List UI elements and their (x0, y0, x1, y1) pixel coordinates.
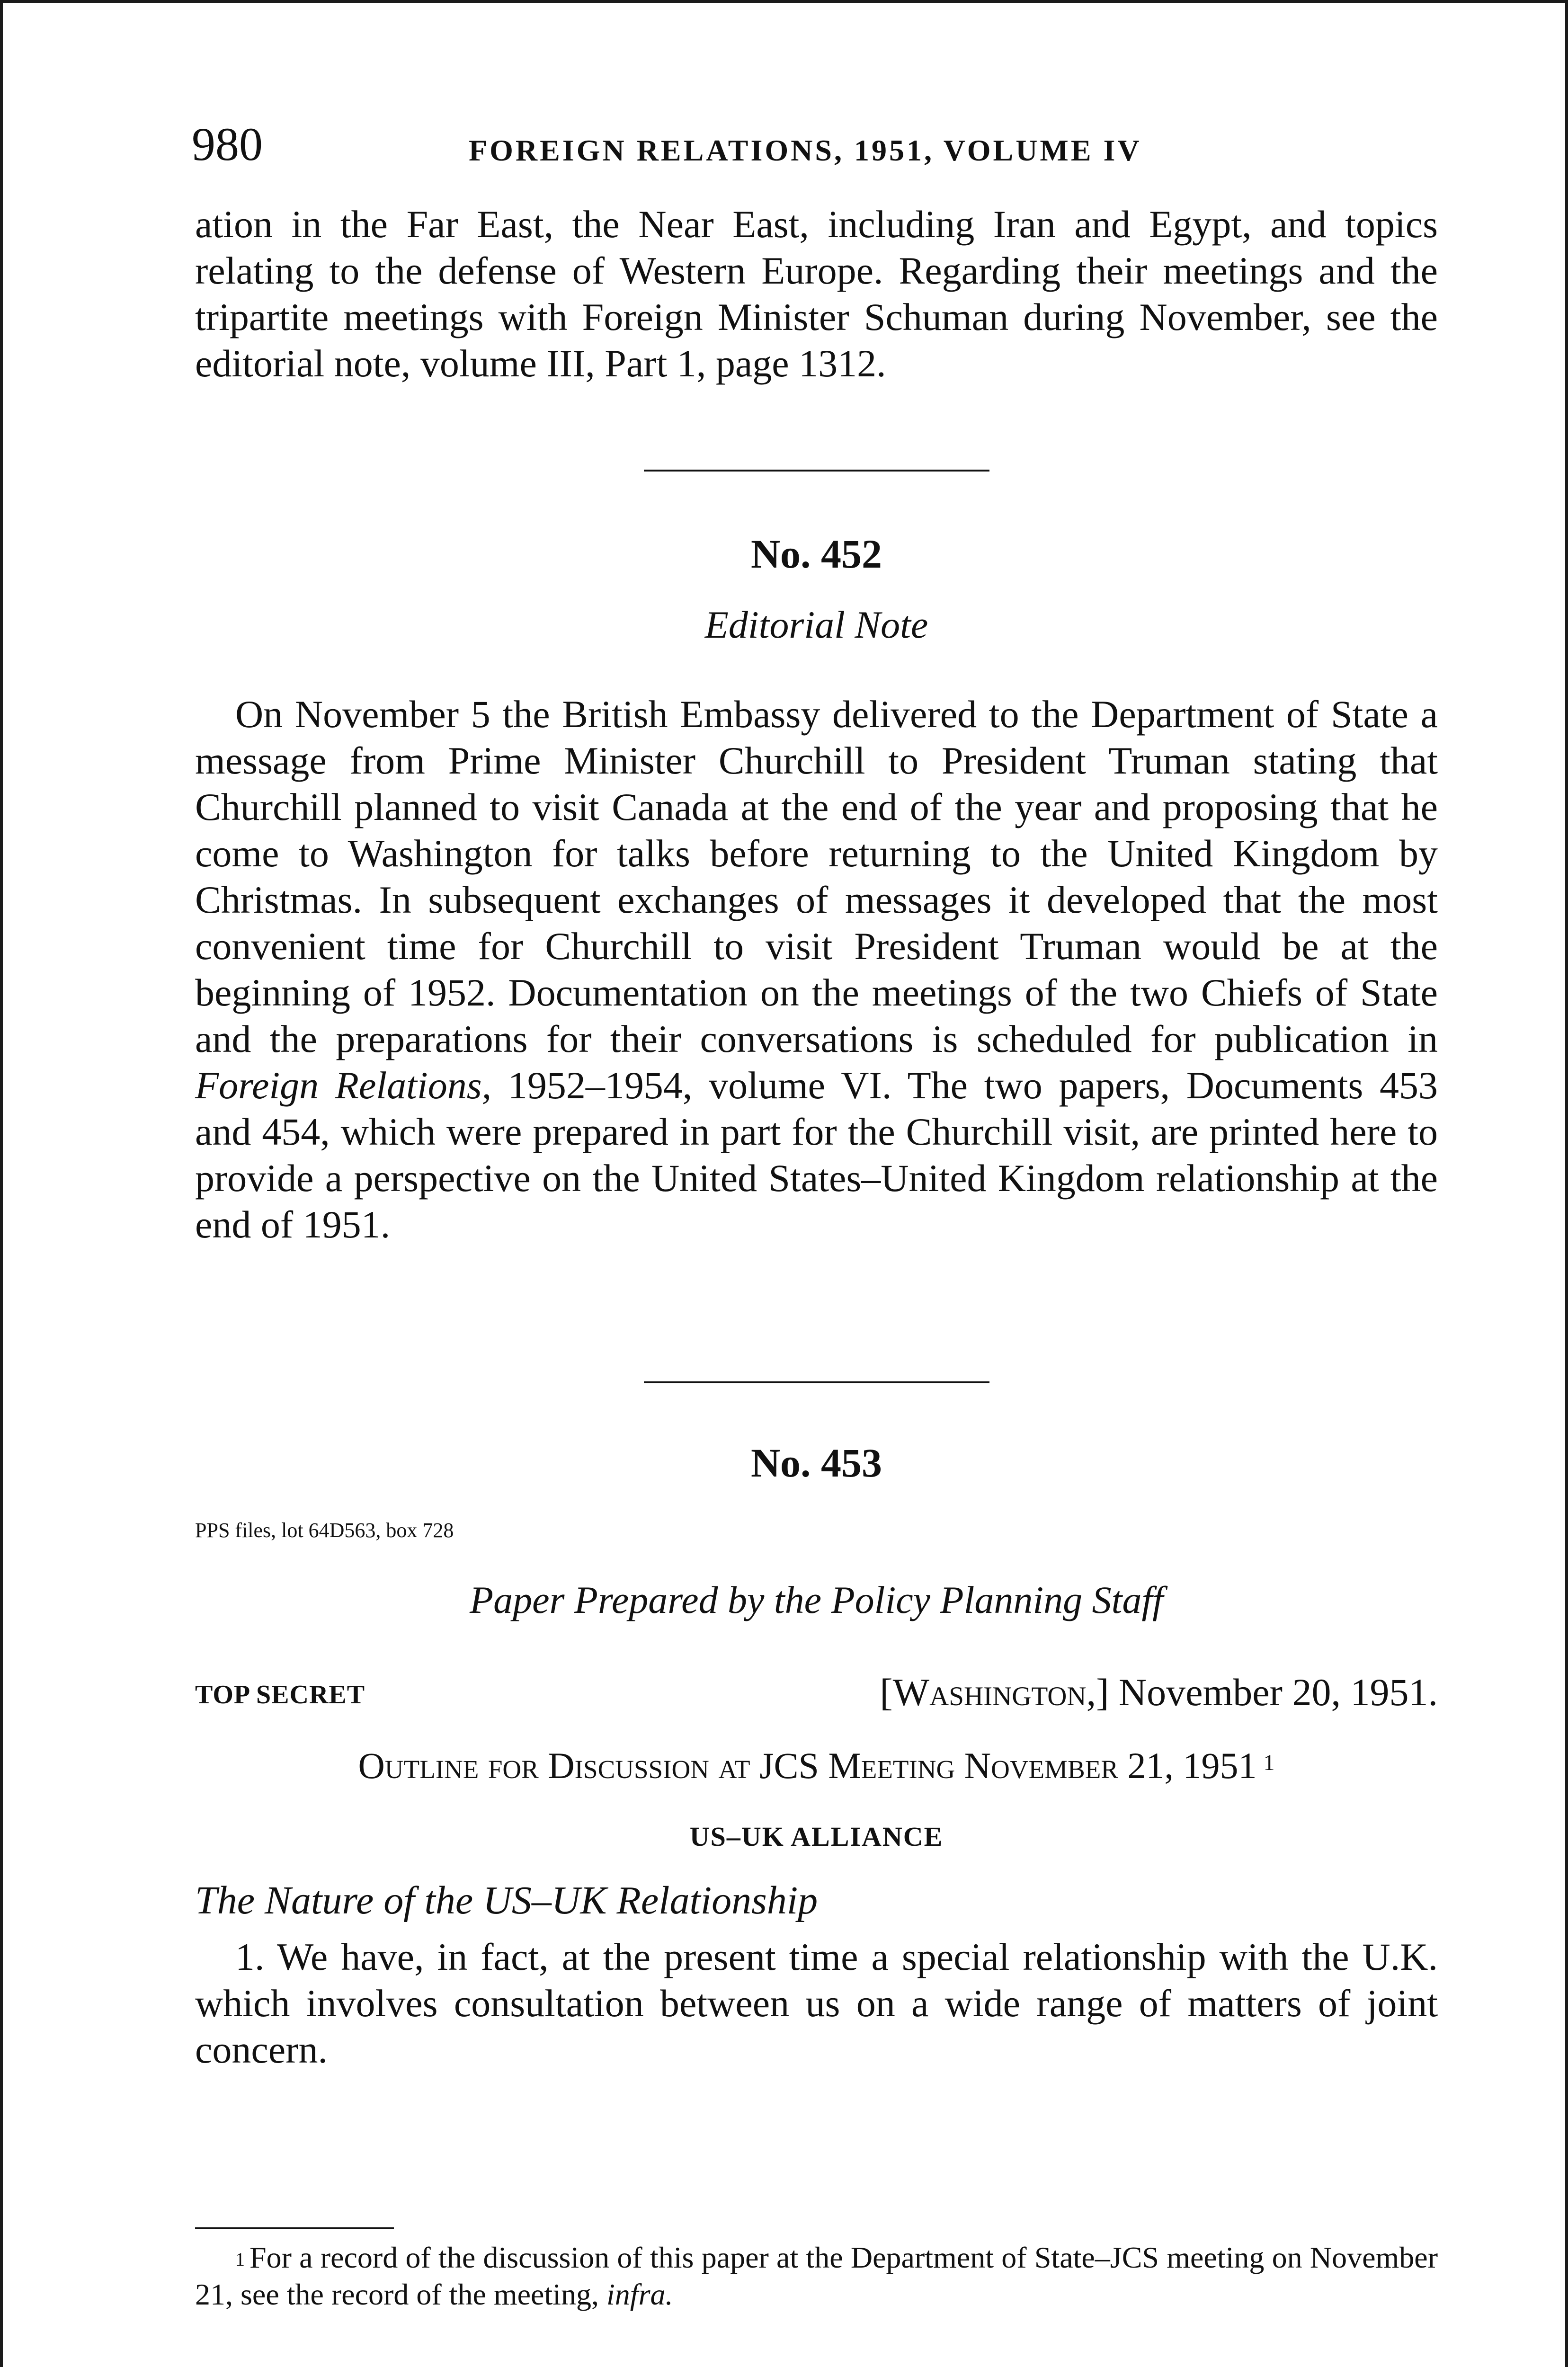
publication-title-italic: Foreign Relations, (195, 1064, 492, 1107)
classification-label: TOP SECRET (195, 1680, 365, 1709)
running-head (192, 118, 1437, 170)
footnote-italic-text: infra. (606, 2278, 673, 2311)
document-number-452: No. 452 (750, 531, 882, 577)
dateline (772, 1669, 1438, 1716)
dateline-date: November 20, 1951. (1118, 1671, 1438, 1714)
scan-edge-right (1565, 0, 1568, 2367)
paragraph-1: 1. We have, in fact, at the present time a special relationship with the U.K. which involves consultation between us on a wide range of matters of joint concern. (195, 1935, 1438, 2071)
footnote-reference: 1 (1263, 1750, 1275, 1775)
scan-edge-top (0, 0, 1568, 3)
document-number-453: No. 453 (750, 1440, 882, 1486)
outline-title-text: Outline for Discussion at JCS Meeting November 21, 1951 (358, 1745, 1257, 1786)
editorial-note-paragraph (195, 691, 1438, 1248)
section-title: US–UK ALLIANCE (689, 1821, 944, 1852)
footnote (195, 2239, 1438, 2313)
scan-edge-left (0, 0, 3, 2367)
document-type-paper: Paper Prepared by the Policy Planning Staff (469, 1578, 1164, 1621)
source-note: PPS files, lot 64D563, box 728 (195, 1519, 454, 1542)
document-type-editorial-note: Editorial Note (704, 603, 928, 646)
dateline-place: [Washington,] (880, 1671, 1109, 1714)
running-title: FOREIGN RELATIONS, 1951, VOLUME IV (469, 133, 1142, 167)
footnote-marker: 1 (235, 2249, 245, 2270)
editorial-note-text-part-1: On November 5 the British Embassy delivered to the Department of State a message from Prime Minister Churchill to President Truman stating that Churchill planned to visit Canada at the end of the year and proposing that he come to Washington for talks before returning to the United Kingdom by Christmas. In subsequent exchanges of messages it developed that the most convenient time for Churchill to visit President Truman would be at the beginning of 1952. Documentation on the meetings of the two Chiefs of State and the preparations for their conversations is scheduled for publication in (195, 693, 1438, 1060)
subsection-title: The Nature of the US–UK Relationship (195, 1878, 818, 1922)
editorial-note-text-part-2: 1952–1954, volume VI. The two papers, Documents 453 and 454, which were prepared in part for the Churchill visit, are printed here to provide a perspective on the United States–United Kingdom relationship at the end of 1951. (195, 1064, 1438, 1246)
section-divider (644, 470, 989, 472)
page-number: 980 (192, 118, 263, 170)
section-divider (644, 1381, 989, 1383)
footnote-rule (195, 2227, 394, 2229)
outline-title (195, 1742, 1438, 1789)
footnote-text: For a record of the discussion of this paper at the Department of State–JCS meeting on November 21, see the record of the meeting, (195, 2241, 1438, 2311)
continuation-paragraph: ation in the Far East, the Near East, including Iran and Egypt, and topics relating to the defense of Western Europe. Regarding their meetings and the tripartite meetings with Foreign Minister Schuman during November, see the editorial note, volume III, Part 1, page 1312. (195, 203, 1438, 385)
